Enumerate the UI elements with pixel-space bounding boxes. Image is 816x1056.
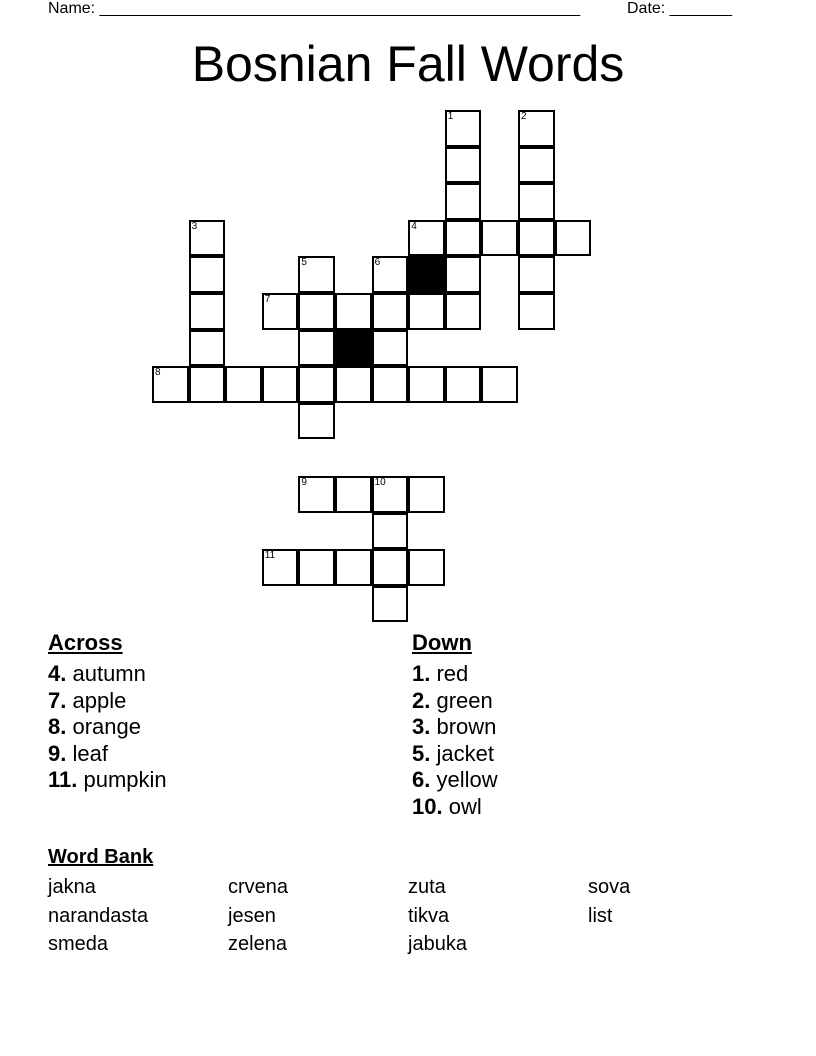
clue-number: 1. xyxy=(412,661,431,686)
down-clue xyxy=(412,714,498,741)
grid-clue-number: 8 xyxy=(155,367,161,379)
grid-cell[interactable] xyxy=(481,220,518,257)
clue-text: apple xyxy=(72,687,127,713)
across-clue xyxy=(48,714,167,741)
clue-text: yellow xyxy=(436,767,498,792)
word-bank-column xyxy=(228,874,288,960)
grid-cell[interactable] xyxy=(372,586,409,623)
grid-cell[interactable] xyxy=(335,476,372,513)
word-bank-item: jesen xyxy=(228,904,276,927)
grid-cell[interactable] xyxy=(518,220,555,257)
grid-cell[interactable] xyxy=(518,110,555,147)
grid-cell[interactable] xyxy=(189,220,226,257)
across-clue xyxy=(48,741,167,768)
down-clue xyxy=(412,767,498,794)
grid-cell[interactable] xyxy=(372,513,409,550)
word-bank-item: tikva xyxy=(408,904,450,927)
grid-cell[interactable] xyxy=(189,330,226,367)
clue-text: orange xyxy=(72,714,141,739)
down-heading: Down xyxy=(412,630,472,655)
grid-cell[interactable] xyxy=(518,256,555,293)
date-field-label: Date: _______ xyxy=(627,0,732,17)
across-clue xyxy=(48,688,167,715)
grid-cell[interactable] xyxy=(372,549,409,586)
clue-number: 3. xyxy=(412,714,431,739)
clue-text: green xyxy=(436,687,493,713)
grid-cell[interactable] xyxy=(298,403,335,440)
clue-text: jacket xyxy=(436,740,494,766)
grid-clue-number: 4 xyxy=(411,220,417,232)
word-bank-item: crvena xyxy=(228,876,289,898)
grid-cell[interactable] xyxy=(372,293,409,330)
clue-number: 4. xyxy=(48,661,67,686)
across-clue xyxy=(48,661,167,688)
grid-cell[interactable] xyxy=(298,549,335,586)
grid-cell[interactable] xyxy=(408,366,445,403)
name-field-label: Name: ______________________________________________________ xyxy=(48,0,581,17)
grid-cell-black xyxy=(335,330,372,367)
clue-number: 5. xyxy=(412,740,431,766)
grid-cell[interactable] xyxy=(408,293,445,330)
clue-number: 8. xyxy=(48,714,67,739)
grid-cell[interactable] xyxy=(445,293,482,330)
word-bank-column xyxy=(48,874,148,960)
grid-cell[interactable] xyxy=(225,366,262,403)
grid-cell-black xyxy=(408,256,445,293)
across-clue xyxy=(48,767,167,794)
clue-number: 10. xyxy=(412,793,443,819)
grid-clue-number: 3 xyxy=(191,220,198,232)
grid-cell[interactable] xyxy=(189,256,226,293)
clue-number: 11. xyxy=(48,767,78,792)
clue-text: pumpkin xyxy=(83,767,167,792)
clue-text: autumn xyxy=(72,661,146,686)
grid-cell[interactable] xyxy=(335,549,372,586)
grid-cell[interactable] xyxy=(445,183,482,220)
word-bank-item: smeda xyxy=(48,933,109,955)
grid-clue-number: 7 xyxy=(264,294,271,305)
grid-cell[interactable] xyxy=(408,476,445,513)
grid-clue-number: 1 xyxy=(447,111,454,122)
down-clue xyxy=(412,688,498,715)
grid-cell[interactable] xyxy=(335,293,372,330)
across-heading: Across xyxy=(48,630,123,655)
grid-cell[interactable] xyxy=(481,366,518,403)
grid-cell[interactable] xyxy=(298,476,335,513)
grid-cell[interactable] xyxy=(445,366,482,403)
grid-clue-number: 5 xyxy=(301,257,307,269)
grid-cell[interactable] xyxy=(298,366,335,403)
clue-text: brown xyxy=(436,714,497,739)
word-bank-heading: Word Bank xyxy=(48,846,154,868)
grid-cell[interactable] xyxy=(518,183,555,220)
page-title: Bosnian Fall Words xyxy=(191,36,625,92)
grid-cell[interactable] xyxy=(445,220,482,257)
down-clue-list xyxy=(412,661,498,820)
grid-cell[interactable] xyxy=(555,220,592,257)
grid-cell[interactable] xyxy=(445,147,482,184)
grid-cell[interactable] xyxy=(372,330,409,367)
grid-cell[interactable] xyxy=(445,256,482,293)
down-clue xyxy=(412,661,498,688)
grid-cell[interactable] xyxy=(518,147,555,184)
grid-cell[interactable] xyxy=(372,476,409,513)
clue-number: 7. xyxy=(48,687,67,713)
clue-text: red xyxy=(436,661,469,686)
grid-cell[interactable] xyxy=(335,366,372,403)
clue-number: 6. xyxy=(412,767,431,792)
grid-cell[interactable] xyxy=(189,366,226,403)
grid-clue-number: 6 xyxy=(374,257,381,269)
grid-cell[interactable] xyxy=(372,256,409,293)
clue-number: 9. xyxy=(48,740,67,766)
word-bank-item: sova xyxy=(588,876,631,898)
word-bank-column xyxy=(408,874,467,960)
word-bank-item: jabuka xyxy=(408,933,467,955)
grid-cell[interactable] xyxy=(408,220,445,257)
grid-cell[interactable] xyxy=(262,366,299,403)
clue-number: 2. xyxy=(412,687,431,713)
grid-cell[interactable] xyxy=(262,293,299,330)
grid-cell[interactable] xyxy=(298,256,335,293)
grid-clue-number: 10 xyxy=(374,477,386,488)
grid-cell[interactable] xyxy=(372,366,409,403)
word-bank-item: list xyxy=(588,904,613,927)
across-clue-list xyxy=(48,661,167,794)
word-bank-column xyxy=(588,874,630,931)
grid-clue-number: 2 xyxy=(521,111,527,122)
down-clue xyxy=(412,741,498,768)
word-bank-item: narandasta xyxy=(48,904,149,927)
grid-cell[interactable] xyxy=(518,293,555,330)
grid-cell[interactable] xyxy=(189,293,226,330)
word-bank-item: zuta xyxy=(408,876,446,898)
clue-text: owl xyxy=(448,793,482,819)
grid-cell[interactable] xyxy=(298,293,335,330)
grid-clue-number: 9 xyxy=(301,477,307,488)
grid-cell[interactable] xyxy=(298,330,335,367)
grid-cell[interactable] xyxy=(152,366,189,403)
word-bank-item: jakna xyxy=(48,876,96,898)
clue-text: leaf xyxy=(72,740,108,766)
grid-cell[interactable] xyxy=(408,549,445,586)
grid-clue-number: 11 xyxy=(264,550,276,562)
grid-cell[interactable] xyxy=(445,110,482,147)
down-clue xyxy=(412,794,498,821)
word-bank-item: zelena xyxy=(228,933,287,955)
grid-cell[interactable] xyxy=(262,549,299,586)
